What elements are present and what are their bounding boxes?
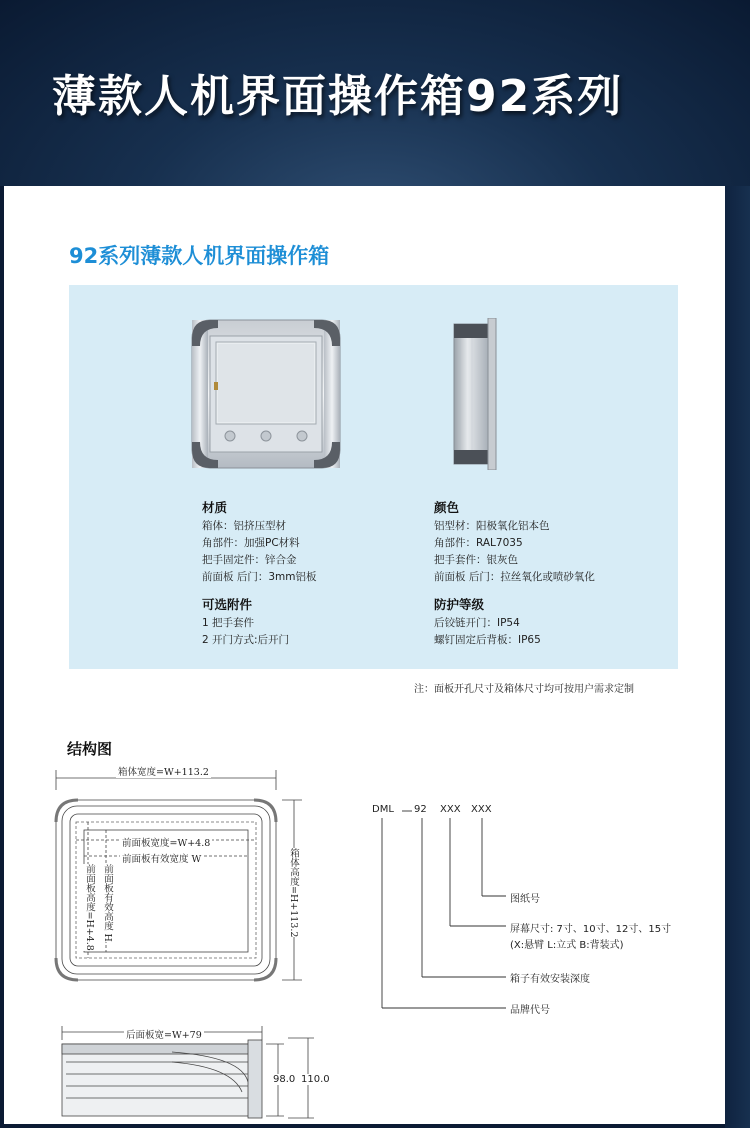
spec-options-heading: 可选附件 (202, 597, 253, 612)
spec-material-heading: 材质 (202, 500, 228, 515)
box-width-label: 箱体宽度=W+113.2 (116, 764, 211, 778)
code-mount-desc: (X:悬臂 L:立式 B:背装式) (510, 940, 624, 951)
banner-title: 薄款人机界面操作箱92系列 (52, 71, 624, 122)
spec-line: 角部件：RAL7035 (434, 537, 523, 549)
spec-line: 前面板 后门：拉丝氧化或喷砂氧化 (434, 571, 595, 583)
spec-line: 后铰链开门：IP54 (434, 617, 520, 629)
box-height-label: 箱体高度=H+113.2 (288, 848, 299, 938)
custom-note: 注：面板开孔尺寸及箱体尺寸均可按用户需求定制 (414, 684, 634, 695)
rear-width-label: 后面板宽=W+79 (124, 1027, 204, 1041)
code-depth: XXX (440, 804, 461, 815)
code-drawing-desc: 图纸号 (510, 894, 540, 905)
front-height-label: 前面板高度=H+4.8 (84, 864, 95, 951)
spec-line: 前面板 后门：3mm铝板 (202, 571, 317, 583)
spec-line: 把手套件：银灰色 (434, 554, 518, 566)
depth-inner-label: 98.0 (273, 1074, 296, 1085)
spec-protection-heading: 防护等级 (434, 597, 485, 612)
code-screen-desc: 屏幕尺寸: 7寸、10寸、12寸、15寸 (510, 924, 672, 935)
spec-color (434, 499, 595, 586)
front-width-label: 前面板宽度=W+4.8 (120, 835, 212, 849)
depth-outer-label: 110.0 (301, 1074, 330, 1085)
spec-material (202, 499, 316, 586)
spec-options (202, 596, 289, 649)
spec-line: 箱体：铝挤压型材 (202, 520, 286, 532)
spec-line: 铝型材：阳极氧化铝本色 (434, 520, 550, 532)
spec-protection (434, 596, 541, 649)
spec-line: 2 开门方式:后开门 (202, 634, 290, 646)
code-drawing: XXX (471, 804, 492, 815)
code-depth-desc: 箱子有效安装深度 (510, 974, 590, 985)
right-edge (725, 186, 750, 1128)
spec-line: 1 把手套件 (202, 617, 255, 629)
front-eff-height-label: 前面板有效高度 H (102, 864, 113, 942)
model-code-lines (370, 800, 510, 1020)
structure-title: 结构图 (67, 740, 113, 758)
spec-line: 把手固定件：锌合金 (202, 554, 297, 566)
header-banner (0, 0, 750, 186)
code-brand-desc: 品牌代号 (510, 1005, 550, 1016)
code-series: 92 (414, 804, 427, 815)
spec-line: 角部件：加强PC材料 (202, 537, 300, 549)
code-brand: DML (372, 804, 394, 815)
spec-line: 螺钉固定后背板：IP65 (434, 634, 541, 646)
product-panel (69, 285, 678, 669)
product-side-image (452, 318, 502, 470)
spec-color-heading: 颜色 (434, 500, 460, 515)
section-title: 92系列薄款人机界面操作箱 (69, 244, 330, 268)
product-front-image (190, 318, 342, 470)
front-eff-width-label: 前面板有效宽度 W (120, 851, 203, 865)
